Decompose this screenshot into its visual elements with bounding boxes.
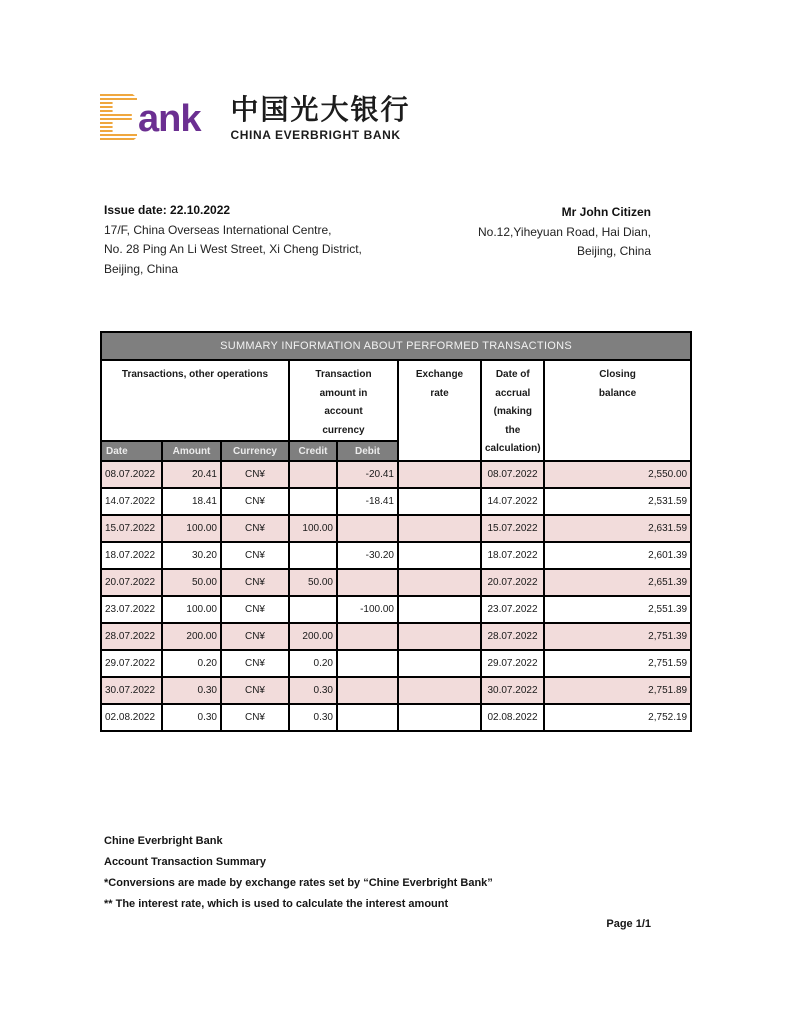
cell-closing-balance: 2,751.59 <box>544 650 691 677</box>
cell-exchange-rate <box>398 623 481 650</box>
bank-logo <box>100 94 411 142</box>
recipient-address-block <box>478 203 651 262</box>
footnote-line: Account Transaction Summary <box>104 856 266 868</box>
cell-closing-balance: 2,752.19 <box>544 704 691 731</box>
header-accrual-date: Date of accrual (making the calculation) <box>481 360 544 461</box>
cell-date: 20.07.2022 <box>101 569 162 596</box>
cell-accrual-date: 30.07.2022 <box>481 677 544 704</box>
cell-accrual-date: 29.07.2022 <box>481 650 544 677</box>
table-row <box>101 650 691 677</box>
cell-debit: -100.00 <box>337 596 398 623</box>
cell-date: 08.07.2022 <box>101 461 162 488</box>
logo-wordmark: ank <box>138 98 201 140</box>
cell-amount: 100.00 <box>162 596 221 623</box>
cell-currency: CN¥ <box>221 596 289 623</box>
subheader-credit: Credit <box>289 441 337 461</box>
cell-accrual-date: 28.07.2022 <box>481 623 544 650</box>
cell-date: 14.07.2022 <box>101 488 162 515</box>
cell-exchange-rate <box>398 677 481 704</box>
cell-debit <box>337 569 398 596</box>
footnote-line: *Conversions are made by exchange rates set by “Chine Everbright Bank” <box>104 877 493 889</box>
bank-name-english: CHINA EVERBRIGHT BANK <box>230 128 401 142</box>
issue-date: Issue date: 22.10.2022 <box>104 203 231 217</box>
issuer-address-block <box>104 201 362 279</box>
cell-accrual-date: 15.07.2022 <box>481 515 544 542</box>
cell-accrual-date: 08.07.2022 <box>481 461 544 488</box>
subheader-currency: Currency <box>221 441 289 461</box>
header-transactions-group: Transactions, other operations <box>101 360 289 441</box>
recipient-address-line: Beijing, China <box>576 244 651 258</box>
cell-credit: 0.30 <box>289 704 337 731</box>
recipient-name: Mr John Citizen <box>561 205 651 219</box>
cell-amount: 0.30 <box>162 677 221 704</box>
cell-closing-balance: 2,551.39 <box>544 596 691 623</box>
cell-credit: 0.20 <box>289 650 337 677</box>
table-row <box>101 542 691 569</box>
cell-credit <box>289 542 337 569</box>
cell-accrual-date: 14.07.2022 <box>481 488 544 515</box>
everbright-logo-mark <box>100 94 200 141</box>
cell-credit: 50.00 <box>289 569 337 596</box>
cell-date: 30.07.2022 <box>101 677 162 704</box>
cell-closing-balance: 2,651.39 <box>544 569 691 596</box>
header-exchange-rate: Exchange rate <box>398 360 481 461</box>
subheader-debit: Debit <box>337 441 398 461</box>
footnote-line: Chine Everbright Bank <box>104 835 223 847</box>
cell-currency: CN¥ <box>221 515 289 542</box>
subheader-amount: Amount <box>162 441 221 461</box>
transactions-table <box>100 331 692 732</box>
header-closing-balance: Closing balance <box>544 360 691 461</box>
cell-closing-balance: 2,550.00 <box>544 461 691 488</box>
table-row <box>101 704 691 731</box>
footnote-line: ** The interest rate, which is used to calculate the interest amount <box>104 898 449 910</box>
cell-exchange-rate <box>398 461 481 488</box>
cell-amount: 18.41 <box>162 488 221 515</box>
cell-currency: CN¥ <box>221 623 289 650</box>
cell-debit: -30.20 <box>337 542 398 569</box>
cell-credit: 0.30 <box>289 677 337 704</box>
issuer-address-line: No. 28 Ping An Li West Street, Xi Cheng District, <box>104 242 362 256</box>
table-row <box>101 488 691 515</box>
issuer-address-line: Beijing, China <box>104 261 179 276</box>
cell-amount: 20.41 <box>162 461 221 488</box>
cell-amount: 100.00 <box>162 515 221 542</box>
cell-accrual-date: 02.08.2022 <box>481 704 544 731</box>
table-row <box>101 461 691 488</box>
cell-accrual-date: 23.07.2022 <box>481 596 544 623</box>
cell-currency: CN¥ <box>221 704 289 731</box>
cell-date: 29.07.2022 <box>101 650 162 677</box>
cell-closing-balance: 2,751.39 <box>544 623 691 650</box>
cell-exchange-rate <box>398 569 481 596</box>
cell-debit <box>337 704 398 731</box>
cell-currency: CN¥ <box>221 650 289 677</box>
cell-debit: -20.41 <box>337 461 398 488</box>
cell-amount: 30.20 <box>162 542 221 569</box>
cell-date: 15.07.2022 <box>101 515 162 542</box>
cell-closing-balance: 2,601.39 <box>544 542 691 569</box>
cell-debit <box>337 515 398 542</box>
cell-closing-balance: 2,531.59 <box>544 488 691 515</box>
cell-exchange-rate <box>398 704 481 731</box>
cell-currency: CN¥ <box>221 677 289 704</box>
table-title: SUMMARY INFORMATION ABOUT PERFORMED TRANSACTIONS <box>101 332 691 360</box>
cell-debit: -18.41 <box>337 488 398 515</box>
subheader-date: Date <box>101 441 162 461</box>
cell-amount: 0.30 <box>162 704 221 731</box>
cell-date: 28.07.2022 <box>101 623 162 650</box>
cell-debit <box>337 650 398 677</box>
cell-credit: 200.00 <box>289 623 337 650</box>
cell-exchange-rate <box>398 542 481 569</box>
cell-credit: 100.00 <box>289 515 337 542</box>
page-number: Page 1/1 <box>606 918 651 930</box>
cell-exchange-rate <box>398 596 481 623</box>
cell-date: 02.08.2022 <box>101 704 162 731</box>
cell-currency: CN¥ <box>221 488 289 515</box>
cell-currency: CN¥ <box>221 542 289 569</box>
cell-date: 18.07.2022 <box>101 542 162 569</box>
recipient-address-line: No.12,Yiheyuan Road, Hai Dian, <box>478 224 651 239</box>
cell-accrual-date: 20.07.2022 <box>481 569 544 596</box>
bank-name-block <box>230 94 410 142</box>
cell-accrual-date: 18.07.2022 <box>481 542 544 569</box>
cell-amount: 50.00 <box>162 569 221 596</box>
transactions-body <box>101 461 691 731</box>
cell-amount: 0.20 <box>162 650 221 677</box>
table-row <box>101 677 691 704</box>
cell-debit <box>337 677 398 704</box>
cell-debit <box>337 623 398 650</box>
table-row <box>101 569 691 596</box>
cell-currency: CN¥ <box>221 461 289 488</box>
cell-date: 23.07.2022 <box>101 596 162 623</box>
cell-closing-balance: 2,751.89 <box>544 677 691 704</box>
issuer-address-line: 17/F, China Overseas International Centre, <box>104 222 332 237</box>
table-row <box>101 515 691 542</box>
bank-name-chinese: 中国光大银行 <box>230 94 411 125</box>
cell-credit <box>289 488 337 515</box>
footnotes-block <box>104 831 493 915</box>
cell-closing-balance: 2,631.59 <box>544 515 691 542</box>
everbright-striped-e-icon <box>100 94 137 141</box>
cell-currency: CN¥ <box>221 569 289 596</box>
table-row <box>101 596 691 623</box>
cell-exchange-rate <box>398 650 481 677</box>
table-row <box>101 623 691 650</box>
cell-credit <box>289 461 337 488</box>
cell-exchange-rate <box>398 515 481 542</box>
header-amount-group: Transaction amount in account currency <box>289 360 398 441</box>
cell-exchange-rate <box>398 488 481 515</box>
cell-credit <box>289 596 337 623</box>
cell-amount: 200.00 <box>162 623 221 650</box>
